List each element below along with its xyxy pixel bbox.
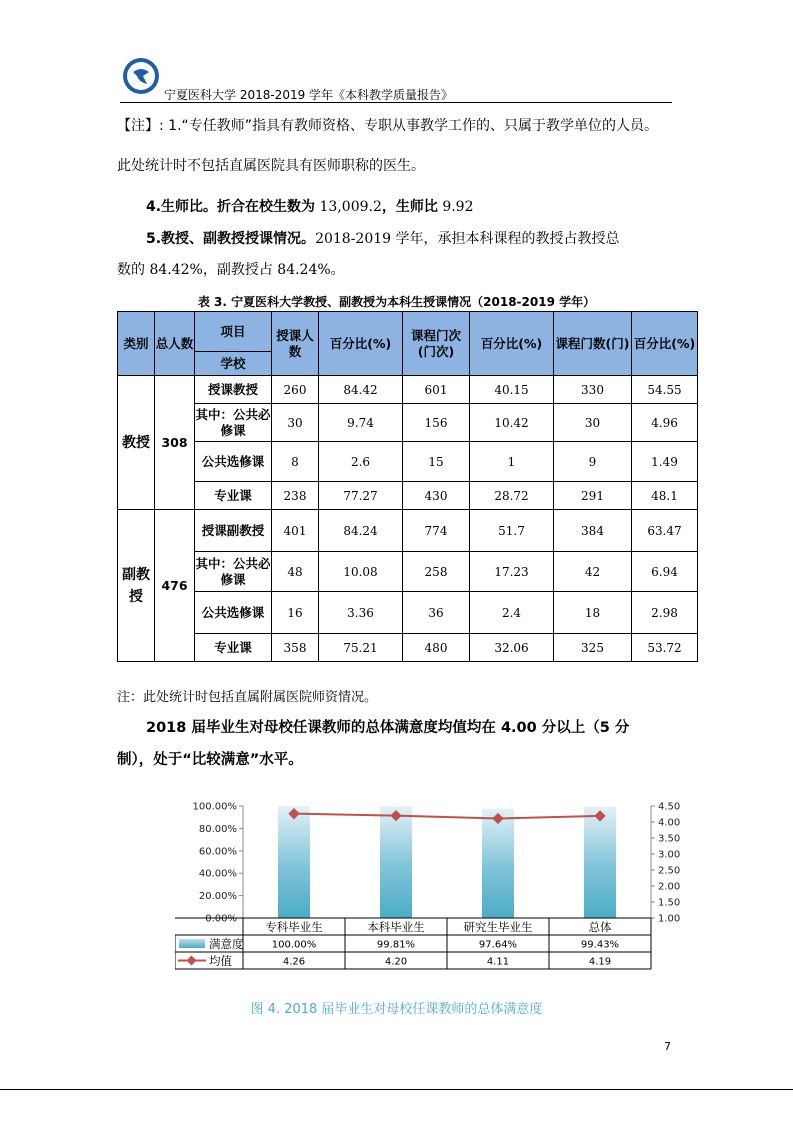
cell-pct-1: 84.42 <box>319 376 403 404</box>
cell-course-times: 480 <box>403 634 470 662</box>
line-data-label: 4.26 <box>282 956 306 968</box>
cell-teaching-count: 358 <box>272 634 319 662</box>
left-tick-label: 100.00% <box>192 801 237 813</box>
left-tick-label: 0.00% <box>205 913 237 925</box>
cell-pct-1: 10.08 <box>319 552 403 592</box>
section-5-line-1 <box>146 231 620 247</box>
line-data-label: 4.19 <box>588 956 612 968</box>
right-tick-label: 1.50 <box>658 897 681 909</box>
cell-pct-3: 53.72 <box>632 634 698 662</box>
group-category: 教授 <box>118 376 155 510</box>
cell-course-times: 36 <box>403 592 470 634</box>
cell-course-count: 384 <box>554 510 632 552</box>
table-caption: 表 3. 宁夏医科大学教授、副教授为本科生授课情况（2018-2019 学年） <box>197 295 596 309</box>
page-number: 7 <box>664 1040 671 1053</box>
row-item: 公共选修课 <box>195 592 272 634</box>
cell-teaching-count: 48 <box>272 552 319 592</box>
cell-course-times: 258 <box>403 552 470 592</box>
legend-bar-label: 满意度 <box>209 937 244 951</box>
header-course-count: 课程门数(门) <box>554 312 632 376</box>
section-4-mid: ，生师比 <box>381 199 438 215</box>
section-5-label: 5.教授、副教授授课情况。 <box>146 231 316 247</box>
satisfaction-line-1: 2018 届毕业生对母校任课教师的总体满意度均值均在 4.00 分以上（5 分 <box>146 720 630 736</box>
cell-pct-1: 9.74 <box>319 404 403 442</box>
cell-pct-1: 3.36 <box>319 592 403 634</box>
row-item: 其中：公共必修课 <box>195 552 272 592</box>
cell-course-count: 9 <box>554 442 632 482</box>
section-4 <box>146 199 473 215</box>
header-pct-3: 百分比(%) <box>632 312 698 376</box>
group-total: 308 <box>155 376 195 510</box>
row-item: 专业课 <box>195 634 272 662</box>
cell-course-count: 330 <box>554 376 632 404</box>
bar-data-label: 99.81% <box>376 939 416 951</box>
cell-pct-3: 1.49 <box>632 442 698 482</box>
bar <box>584 807 616 918</box>
group-total: 476 <box>155 510 195 662</box>
header-title: 宁夏医科大学 2018-2019 学年《本科教学质量报告》 <box>164 88 454 102</box>
line-data-label: 4.11 <box>486 956 510 968</box>
left-tick-label: 60.00% <box>198 846 237 858</box>
teaching-table <box>117 311 698 662</box>
cell-teaching-count: 30 <box>272 404 319 442</box>
cell-pct-2: 32.06 <box>470 634 554 662</box>
table-row <box>118 592 698 634</box>
bar <box>278 806 310 918</box>
section-4-value-students: 13,009.2 <box>319 199 382 215</box>
cell-teaching-count: 260 <box>272 376 319 404</box>
table-row <box>118 376 698 404</box>
satisfaction-line-2: 制），处于“比较满意”水平。 <box>117 752 303 768</box>
header-item: 项目 <box>195 312 272 352</box>
bar-data-label: 99.43% <box>580 939 620 951</box>
right-tick-label: 3.50 <box>658 833 681 845</box>
header-teaching-count: 授课人数 <box>272 312 319 376</box>
bar-data-label: 97.64% <box>478 939 518 951</box>
note-line-2: 此处统计时不包括直属医院具有医师职称的医生。 <box>117 158 425 174</box>
cell-course-count: 30 <box>554 404 632 442</box>
cell-pct-1: 75.21 <box>319 634 403 662</box>
cell-course-times: 15 <box>403 442 470 482</box>
left-tick-label: 20.00% <box>198 891 237 903</box>
mean-line <box>294 814 600 819</box>
right-tick-label: 4.50 <box>658 801 681 813</box>
table-note: 注：此处统计时包括直属附属医院师资情况。 <box>117 690 378 705</box>
table-row <box>118 482 698 510</box>
cell-pct-3: 6.94 <box>632 552 698 592</box>
left-tick-label: 40.00% <box>198 868 237 880</box>
cell-pct-3: 63.47 <box>632 510 698 552</box>
note-line-1: 【注】: 1.“专任教师”指具有教师资格、专职从事教学工作的、只属于教学单位的人员。 <box>117 118 659 134</box>
table-row <box>118 510 698 552</box>
table-row <box>118 404 698 442</box>
table-row <box>118 442 698 482</box>
row-item: 授课教授 <box>195 376 272 404</box>
legend-line-marker <box>187 956 197 966</box>
cell-course-times: 430 <box>403 482 470 510</box>
cell-pct-2: 40.15 <box>470 376 554 404</box>
cell-pct-3: 54.55 <box>632 376 698 404</box>
category-label: 研究生毕业生 <box>463 920 533 934</box>
cell-teaching-count: 238 <box>272 482 319 510</box>
right-tick-label: 2.50 <box>658 865 681 877</box>
table-row <box>118 634 698 662</box>
category-label: 本科毕业生 <box>367 920 425 934</box>
footer-divider <box>0 1089 793 1090</box>
right-tick-label: 4.00 <box>658 817 681 829</box>
cell-pct-2: 51.7 <box>470 510 554 552</box>
cell-pct-1: 2.6 <box>319 442 403 482</box>
table-row <box>118 552 698 592</box>
cell-teaching-count: 8 <box>272 442 319 482</box>
cell-pct-2: 1 <box>470 442 554 482</box>
group-category: 副教授 <box>118 510 155 662</box>
cell-pct-2: 17.23 <box>470 552 554 592</box>
header-pct-1: 百分比(%) <box>319 312 403 376</box>
bar <box>482 809 514 918</box>
cell-course-times: 601 <box>403 376 470 404</box>
right-tick-label: 2.00 <box>658 881 681 893</box>
section-4-value-ratio: 9.92 <box>442 199 474 215</box>
section-5-line-2: 数的 84.42%，副教授占 84.24%。 <box>117 262 345 278</box>
cell-pct-2: 10.42 <box>470 404 554 442</box>
cell-pct-1: 84.24 <box>319 510 403 552</box>
header-course-times: 课程门次(门次) <box>403 312 470 376</box>
cell-course-count: 325 <box>554 634 632 662</box>
cell-pct-3: 4.96 <box>632 404 698 442</box>
legend-bar-swatch <box>179 939 205 948</box>
cell-course-count: 18 <box>554 592 632 634</box>
legend-line-label: 均值 <box>209 954 232 968</box>
cell-pct-3: 2.98 <box>632 592 698 634</box>
row-item: 公共选修课 <box>195 442 272 482</box>
cell-pct-2: 2.4 <box>470 592 554 634</box>
row-item: 其中：公共必修课 <box>195 404 272 442</box>
row-item: 专业课 <box>195 482 272 510</box>
cell-course-count: 291 <box>554 482 632 510</box>
cell-pct-1: 77.27 <box>319 482 403 510</box>
satisfaction-chart <box>175 796 695 978</box>
row-item: 授课副教授 <box>195 510 272 552</box>
cell-teaching-count: 401 <box>272 510 319 552</box>
cell-course-times: 774 <box>403 510 470 552</box>
line-data-label: 4.20 <box>384 956 408 968</box>
section-5-text-1: 2018-2019 学年，承担本科课程的教授占教授总 <box>315 231 620 247</box>
section-4-label: 4.生师比。折合在校生数为 <box>146 199 316 215</box>
right-tick-label: 3.00 <box>658 849 681 861</box>
figure-caption: 图 4. 2018 届毕业生对母校任课教师的总体满意度 <box>250 1002 543 1017</box>
header-divider <box>120 102 672 103</box>
header-pct-2: 百分比(%) <box>470 312 554 376</box>
cell-teaching-count: 16 <box>272 592 319 634</box>
header-category: 类别 <box>118 312 155 376</box>
category-label: 专科毕业生 <box>265 920 323 934</box>
cell-pct-2: 28.72 <box>470 482 554 510</box>
university-logo-icon <box>121 56 161 96</box>
school-row-label: 学校 <box>195 352 272 376</box>
right-tick-label: 1.00 <box>658 913 681 925</box>
cell-course-count: 42 <box>554 552 632 592</box>
category-label: 总体 <box>588 920 612 934</box>
cell-pct-3: 48.1 <box>632 482 698 510</box>
header-total: 总人数 <box>155 312 195 376</box>
cell-course-times: 156 <box>403 404 470 442</box>
bar-data-label: 100.00% <box>271 939 317 951</box>
bar <box>380 806 412 918</box>
left-tick-label: 80.00% <box>198 823 237 835</box>
